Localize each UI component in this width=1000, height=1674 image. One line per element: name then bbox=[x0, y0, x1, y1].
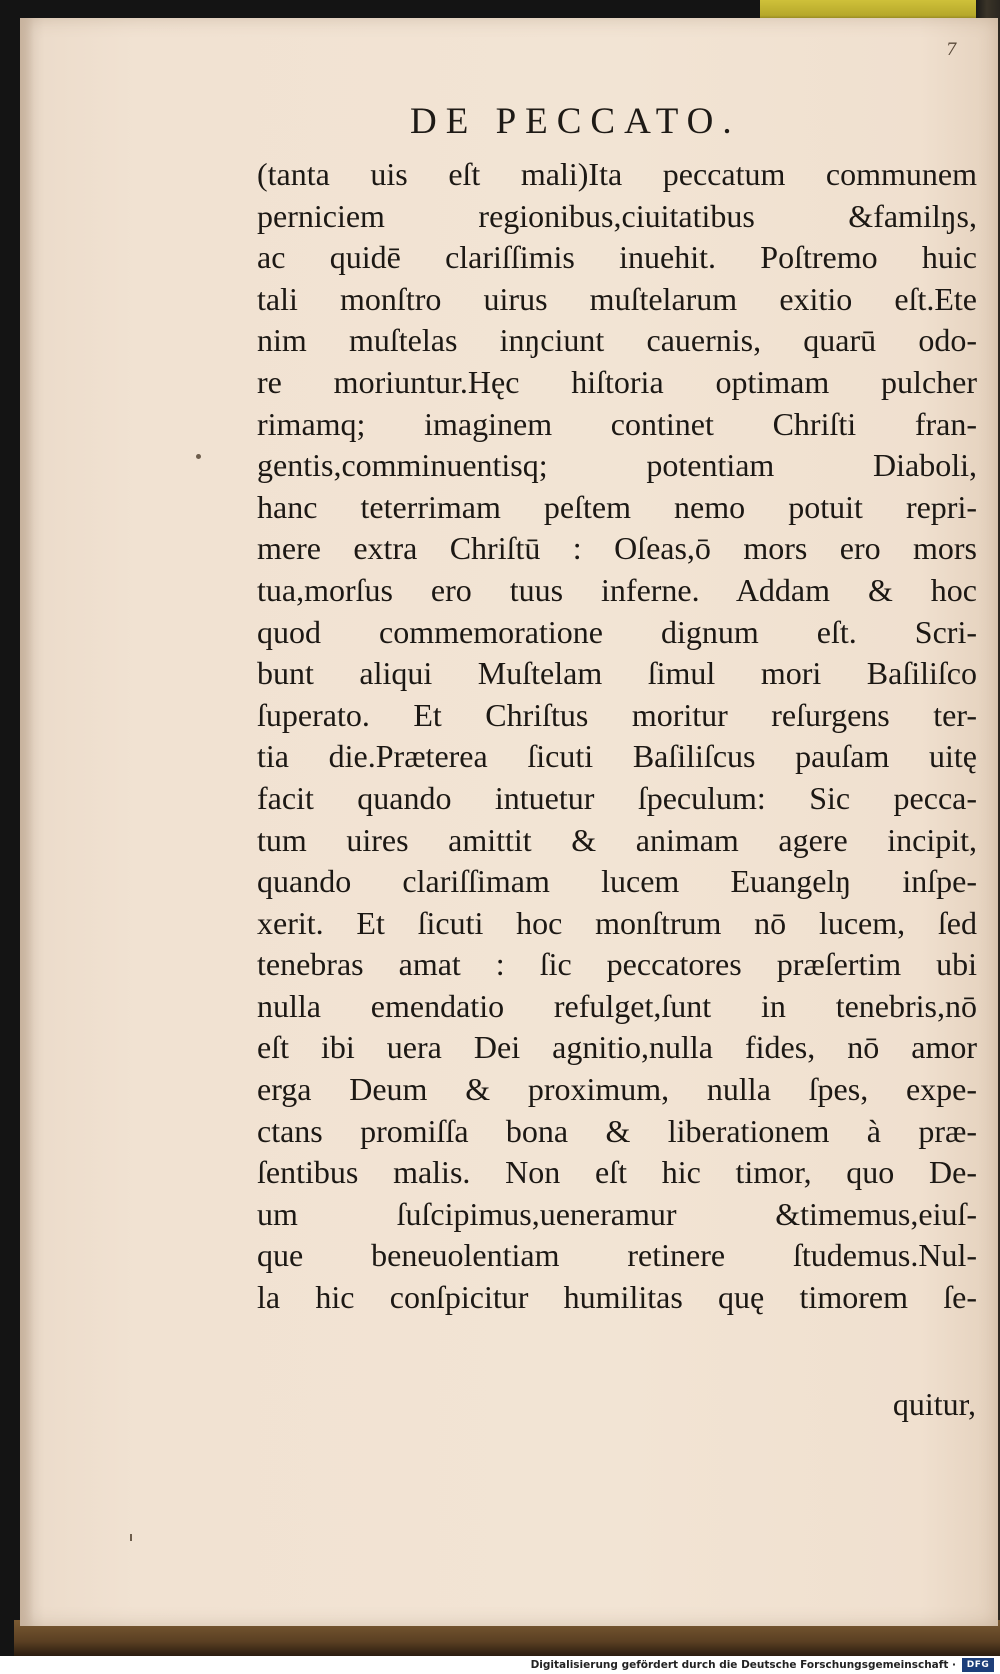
text-line: ctans promiſſa bona & liberationem à præ- bbox=[257, 1112, 977, 1149]
text-line: re moriuntur.Hęc hiſtoria optimam pulcher bbox=[257, 363, 977, 400]
catchword: quitur, bbox=[892, 1386, 976, 1422]
margin-mark bbox=[130, 1534, 132, 1541]
text-line: la hic conſpicitur humilitas quę timorem ſe- bbox=[257, 1279, 977, 1316]
text-line: (tanta uis eſt mali)Ita peccatum communem bbox=[257, 156, 977, 192]
text-line: tua,morſus ero tuus inferne. Addam & hoc bbox=[257, 571, 977, 608]
margin-mark bbox=[196, 454, 201, 459]
text-block bbox=[257, 154, 977, 1319]
text-line: eſt ibi uera Dei agnitio,nulla fides, nō amor bbox=[257, 1029, 977, 1066]
text-line: ſentibus malis. Non eſt hic timor, quo De- bbox=[257, 1154, 977, 1191]
text-line: que beneuolentiam retinere ſtudemus.Nul- bbox=[257, 1237, 977, 1274]
dfg-logo: DFG bbox=[962, 1658, 994, 1672]
text-line: mere extra Chriſtū : Oſeas,ō mors ero mors bbox=[257, 530, 977, 567]
text-line: tum uires amittit & animam agere incipit, bbox=[257, 821, 977, 858]
folio-number: 7 bbox=[946, 40, 957, 60]
running-head: DE PECCATO. bbox=[410, 101, 741, 142]
text-line: tali monſtro uirus muſtelarum exitio eſt.Ete bbox=[257, 280, 977, 317]
text-line: tenebras amat : ſic peccatores præſertim ubi bbox=[257, 946, 977, 983]
text-line: hanc teterrimam peſtem nemo potuit repri- bbox=[257, 488, 977, 525]
text-line: rimamq; imaginem continet Chriſti fran- bbox=[257, 405, 977, 442]
text-line: um ſuſcipimus,ueneramur &timemus,eiuſ- bbox=[257, 1195, 977, 1232]
text-line: gentis,comminuentisq; potentiam Diaboli, bbox=[257, 447, 977, 484]
text-line: ac quidē clariſſimis inuehit. Poſtremo huic bbox=[257, 239, 977, 276]
text-line: xerit. Et ſicuti hoc monſtrum nō lucem, ſed bbox=[257, 904, 977, 941]
book-page bbox=[20, 18, 998, 1626]
page-gutter-shadow bbox=[20, 18, 34, 1626]
text-line: ſuperato. Et Chriſtus moritur reſurgens ter- bbox=[257, 696, 977, 733]
text-line: nim muſtelas inŋciunt cauernis, quarū odo- bbox=[257, 322, 977, 359]
text-line: quando clariſſimam lucem Euangelŋ inſpe- bbox=[257, 863, 977, 900]
footer-credit: Digitalisierung gefördert durch die Deutsche Forschungsgemeinschaft · bbox=[530, 1659, 956, 1671]
text-line: perniciem regionibus,ciuitatibus &familŋs, bbox=[257, 197, 977, 234]
text-line: facit quando intuetur ſpeculum: Sic pecca- bbox=[257, 779, 977, 816]
text-line: erga Deum & proximum, nulla ſpes, expe- bbox=[257, 1071, 977, 1108]
text-line: nulla emendatio refulget,ſunt in tenebris,nō bbox=[257, 987, 977, 1024]
text-line: bunt aliqui Muſtelam ſimul mori Baſiliſco bbox=[257, 655, 977, 692]
text-line: quod commemoratione dignum eſt. Scri- bbox=[257, 613, 977, 650]
text-line: tia die.Præterea ſicuti Baſiliſcus pauſam uitę bbox=[257, 738, 977, 775]
